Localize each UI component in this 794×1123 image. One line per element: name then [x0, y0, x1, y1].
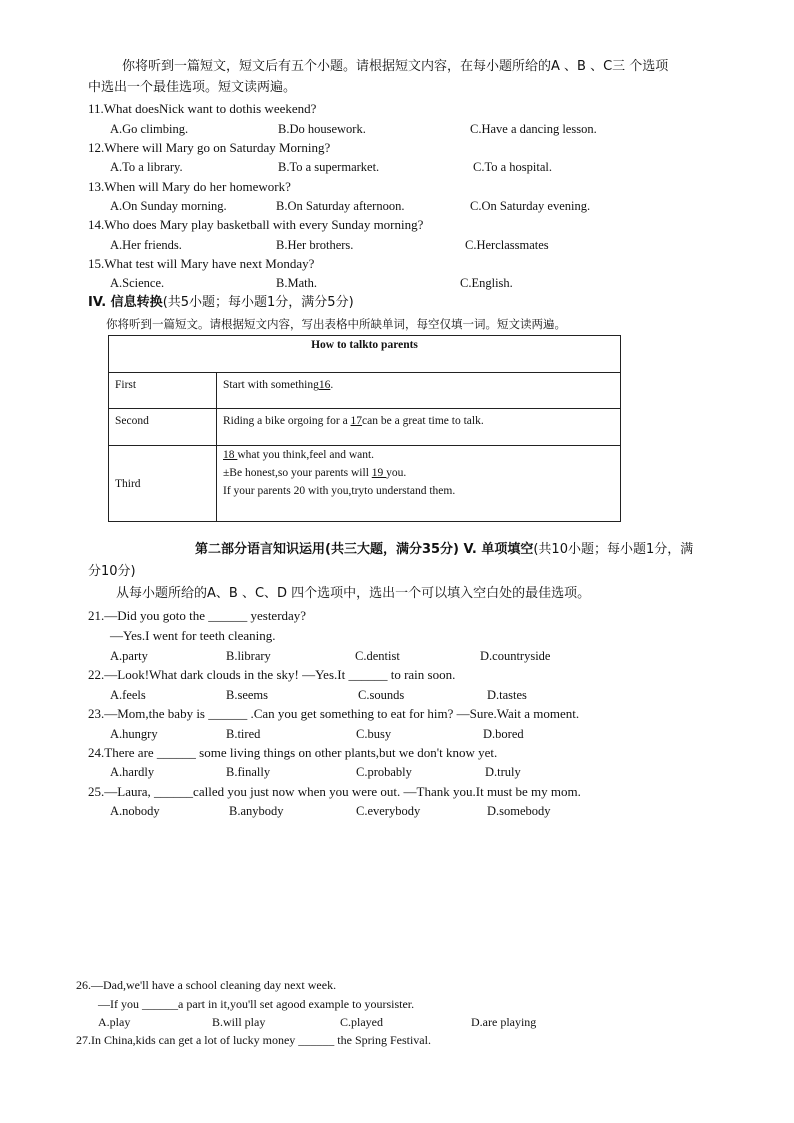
question-26-reply: —If you ______a part in it,you'll set agood example to yoursister.: [98, 997, 415, 1011]
option-13c: C.On Saturday evening.: [470, 199, 591, 213]
part2-intro: 从每小题所给的A、B 、C、D 四个选项中，选出一个可以填入空白处的最佳选项。: [116, 586, 591, 601]
option-22a: A.feels: [110, 688, 146, 702]
option-24b: B.finally: [226, 765, 271, 779]
part2-heading-note: (共10小题；每小题1分，满: [533, 542, 694, 557]
option-11b: B.Do housework.: [278, 122, 366, 136]
option-22b: B.seems: [226, 688, 269, 702]
part2-heading-line2: 分10分): [88, 564, 136, 579]
option-26d: D.are playing: [471, 1015, 537, 1029]
option-14b: B.Her brothers.: [276, 238, 354, 252]
option-15a: A.Science.: [110, 276, 165, 290]
part2-heading: 第二部分语言知识运用(共三大题，满分35分) V. 单项填空: [195, 542, 534, 557]
question-13: 13.When will Mary do her homework?: [88, 179, 291, 194]
option-13a: A.On Sunday morning.: [110, 199, 227, 213]
row-label-third: Third: [109, 446, 217, 522]
option-11a: A.Go climbing.: [110, 122, 189, 136]
option-15b: B.Math.: [276, 276, 317, 290]
blank-16: 16: [318, 379, 331, 391]
section3-intro-line1: 你将听到一篇短文，短文后有五个小题。请根据短文内容，在每小题所给的A 、B 、C三 个选项: [122, 59, 669, 74]
question-25: 25.—Laura, ______called you just now when you were out. —Thank you.It must be my mom.: [88, 784, 581, 799]
option-25b: B.anybody: [229, 804, 284, 818]
option-21d: D.countryside: [480, 649, 551, 663]
question-15: 15.What test will Mary have next Monday?: [88, 256, 315, 271]
question-26: 26.—Dad,we'll have a school cleaning day next week.: [76, 978, 337, 992]
blank-19: 19: [371, 467, 387, 479]
question-22: 22.—Look!What dark clouds in the sky! —Yes.It ______ to rain soon.: [88, 667, 456, 682]
section4-heading-note: (共5小题；每小题1分，满分5分): [162, 295, 354, 310]
question-14: 14.Who does Mary play basketball with every Sunday morning?: [88, 217, 424, 232]
third-row-line2: ±Be honest,so your parents will: [223, 467, 372, 479]
option-21b: B.library: [226, 649, 271, 663]
option-23a: A.hungry: [110, 727, 158, 741]
first-row-text: Start with something: [223, 379, 319, 391]
option-14c: C.Herclassmates: [465, 238, 549, 252]
option-24d: D.truly: [485, 765, 521, 779]
row-content-third: [217, 446, 621, 522]
question-24: 24.There are ______ some living things on other plants,but we don't know yet.: [88, 745, 498, 760]
option-21a: A.party: [110, 649, 148, 663]
second-row-end: can be a great time to talk.: [362, 415, 484, 427]
third-row-line1: what you think,feel and want.: [237, 449, 375, 461]
second-row-text: Riding a bike orgoing for a: [223, 415, 351, 427]
option-26c: C.played: [340, 1015, 383, 1029]
third-row-line3: If your parents 20 with you,tryto understand them.: [223, 485, 456, 497]
option-15c: C.English.: [460, 276, 513, 290]
section4-title: IV. 信息转换: [88, 295, 163, 310]
option-25c: C.everybody: [356, 804, 421, 818]
section4-heading: [88, 295, 354, 311]
question-23: 23.—Mom,the baby is ______ .Can you get something to eat for him? —Sure.Wait a moment.: [88, 706, 580, 721]
option-13b: B.On Saturday afternoon.: [276, 199, 405, 213]
row-label-second: Second: [109, 409, 217, 446]
question-12: 12.Where will Mary go on Saturday Morning?: [88, 140, 331, 155]
option-23b: B.tired: [226, 727, 261, 741]
question-21-reply: —Yes.I went for teeth cleaning.: [110, 628, 276, 643]
blank-17: 17: [350, 415, 363, 427]
row-content-first: [217, 373, 621, 409]
section3-intro-line2: 中选出一个最佳选项。短文读两遍。: [88, 80, 297, 95]
option-22d: D.tastes: [487, 688, 527, 702]
first-row-end: .: [330, 379, 334, 391]
third-row-line2-end: you.: [386, 467, 407, 479]
option-22c: C.sounds: [358, 688, 405, 702]
blank-18: 18: [223, 449, 238, 461]
option-23c: C.busy: [356, 727, 392, 741]
option-21c: C.dentist: [355, 649, 400, 663]
row-label-first: First: [109, 373, 217, 409]
row-content-second: [217, 409, 621, 446]
question-11: 11.What doesNick want to dothis weekend?: [88, 101, 317, 116]
question-27: 27.In China,kids can get a lot of lucky money ______ the Spring Festival.: [76, 1033, 431, 1047]
option-24a: A.hardly: [110, 765, 155, 779]
option-12c: C.To a hospital.: [473, 160, 552, 174]
option-25d: D.somebody: [487, 804, 551, 818]
part2-heading-line1: [195, 542, 693, 558]
option-26a: A.play: [98, 1015, 131, 1029]
section4-intro: 你将听到一篇短文。请根据短文内容，写出表格中所缺单词，每空仅填一词。短文读两遍。: [106, 317, 566, 331]
option-23d: D.bored: [483, 727, 524, 741]
option-26b: B.will play: [212, 1015, 266, 1029]
question-21: 21.—Did you goto the ______ yesterday?: [88, 608, 307, 623]
option-14a: A.Her friends.: [110, 238, 182, 252]
option-24c: C.probably: [356, 765, 412, 779]
option-12a: A.To a library.: [110, 160, 183, 174]
table-title: How to talkto parents: [109, 336, 621, 373]
option-12b: B.To a supermarket.: [278, 160, 380, 174]
option-11c: C.Have a dancing lesson.: [470, 122, 597, 136]
info-transfer-table: [108, 335, 621, 522]
option-25a: A.nobody: [110, 804, 160, 818]
